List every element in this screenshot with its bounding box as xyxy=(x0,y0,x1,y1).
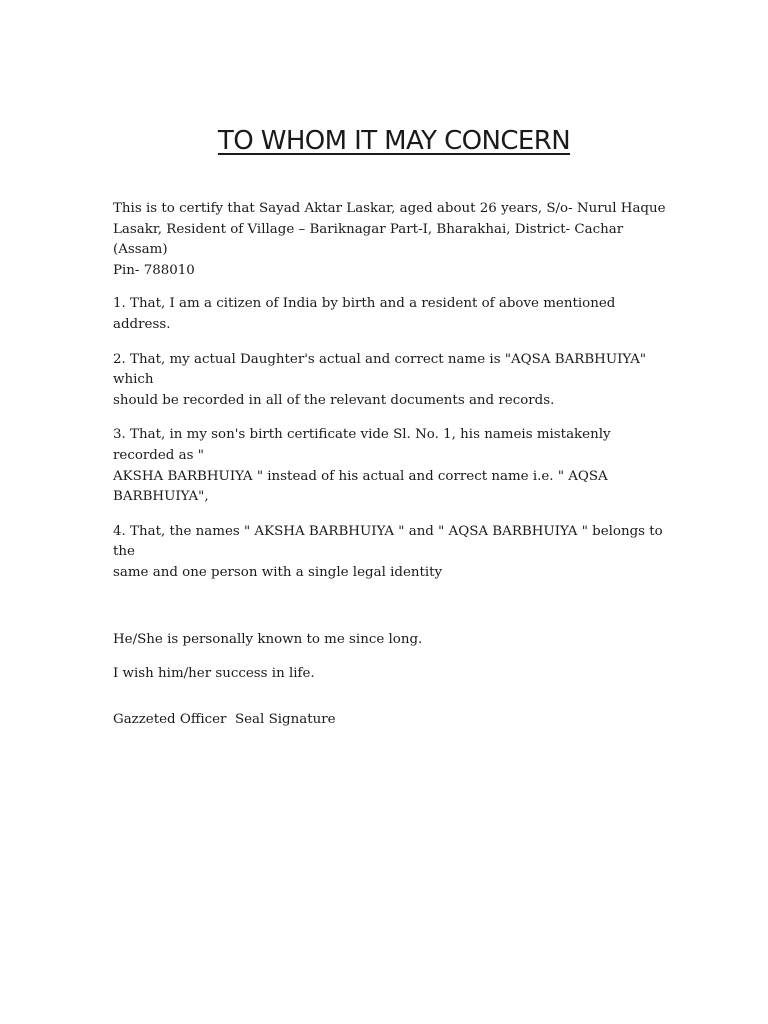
document-body xyxy=(113,199,673,685)
point-1: 1. That, I am a citizen of India by birth and a resident of above mentioned address. xyxy=(113,296,616,332)
point-2: 2. That, my actual Daughter's actual and correct name is "AQSA BARBHUIYA" which should be recorded in all of the relevant documents and records. xyxy=(113,351,647,408)
spacer xyxy=(113,584,673,630)
document-title: TO WHOM IT MAY CONCERN xyxy=(217,126,571,156)
point-3: 3. That, in my son's birth certificate vide Sl. No. 1, his nameis mistakenly recorded as " AKSHA BARBHUIYA " instead of his actual and correct name i.e. " AQSA BARBHUIYA", xyxy=(113,427,611,505)
signature-line: Gazzeted Officer Seal Signature xyxy=(113,712,336,727)
wish-statement: I wish him/her success in life. xyxy=(113,666,315,682)
certification-paragraph: This is to certify that Sayad Aktar Laskar, aged about 26 years, S/o- Nurul Haque Lasakr, Resident of Village – Bariknagar Part-I, Bharakhai, District- Cachar (Assam) Pin- 788010 xyxy=(113,201,666,278)
personally-known-statement: He/She is personally known to me since long. xyxy=(113,631,423,647)
point-4: 4. That, the names " AKSHA BARBHUIYA " and " AQSA BARBHUIYA " belongs to the same and one person with a single legal identity xyxy=(113,523,663,580)
